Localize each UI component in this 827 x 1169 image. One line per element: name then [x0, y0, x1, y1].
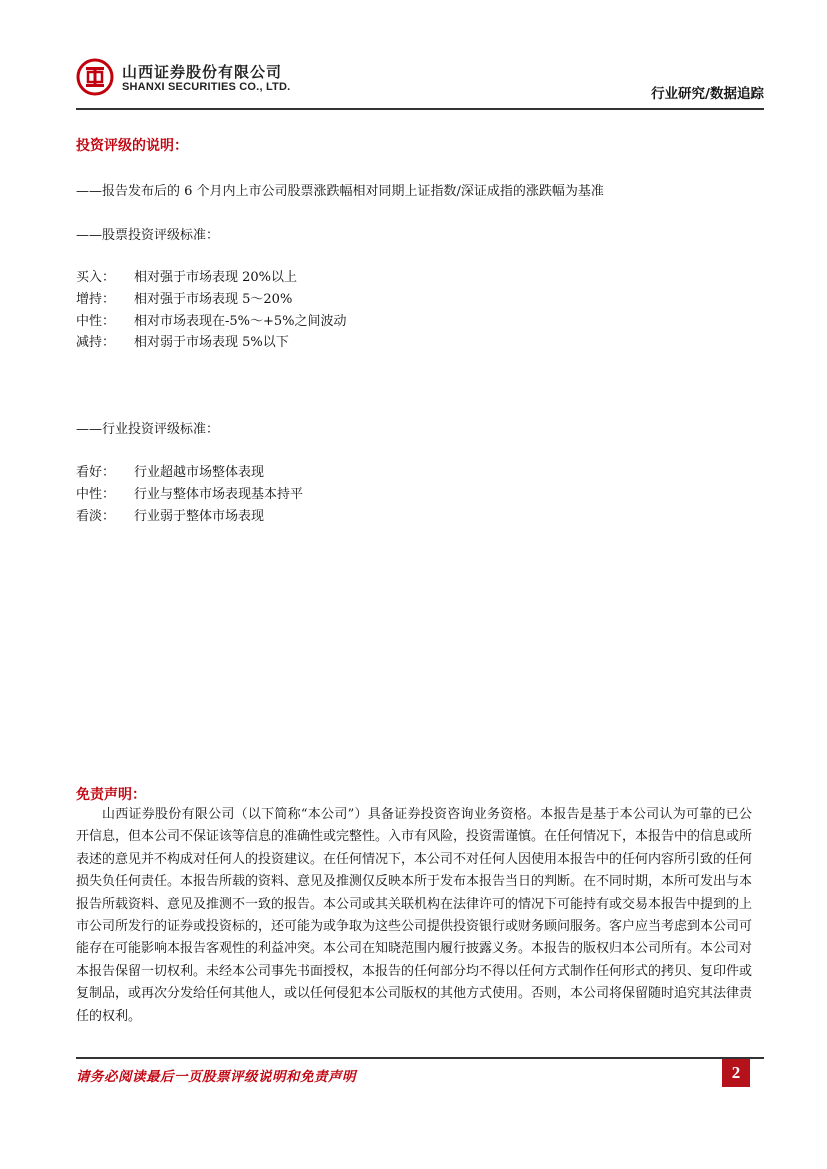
- page-header: [76, 58, 764, 108]
- rating-desc: 行业与整体市场表现基本持平: [134, 487, 304, 502]
- rating-label: 减持：: [76, 335, 116, 350]
- disclaimer-text: 山西证券股份有限公司（以下简称“本公司”）具备证券投资咨询业务资格。本报告是基于本公司认为可靠的已公开信息，但本公司不保证该等信息的准确性或完整性。入市有风险，投资需谨慎。在任何情况下，本报告中的信息或所表述的意见并不构成对任何人的投资建议。在任何情况下，本公司不对任何人因使用本报告中的任何内容所引致的任何损失负任何责任。本报告所载的资料、意见及推测仅反映本所于发布本报告当日的判断。在不同时期，本所可发出与本报告所载资料、意见及推测不一致的报告。本公司或其关联机构在法律许可的情况下可能持有或交易本报告中提到的上市公司所发行的证券或投资标的，还可能为或争取为这些公司提供投资银行或财务顾问服务。客户应当考虑到本公司可能存在可能影响本报告客观性的利益冲突。本公司在知晓范围内履行披露义务。本报告的版权归本公司所有。本公司对本报告保留一切权利。未经本公司事先书面授权，本报告的任何部分均不得以任何方式制作任何形式的拷贝、复印件或复制品，或再次分发给任何其他人，或以任何侵犯本公司版权的其他方式使用。否则，本公司将保留随时追究其法律责任的权利。: [76, 807, 753, 1024]
- rating-label: 看好：: [76, 465, 116, 480]
- company-logo-icon: [76, 58, 114, 96]
- industry-rating-row: [76, 483, 303, 502]
- rating-desc: 相对强于市场表现 5～20%: [134, 292, 293, 307]
- rating-desc: 相对强于市场表现 20%以上: [134, 270, 298, 285]
- industry-rating-heading: ——行业投资评级标准：: [76, 422, 220, 437]
- company-name-cn: 山西证券股份有限公司: [122, 63, 283, 81]
- rating-label: 看淡：: [76, 509, 116, 524]
- rating-label: 买入：: [76, 270, 116, 285]
- industry-rating-row: [76, 461, 264, 480]
- page-number: 2: [722, 1059, 750, 1087]
- company-name-en: SHANXI SECURITIES CO., LTD.: [122, 81, 291, 93]
- rating-label: 中性：: [76, 487, 116, 502]
- rating-label: 中性：: [76, 314, 116, 329]
- rating-desc: 行业弱于整体市场表现: [134, 509, 265, 524]
- rating-title: 投资评级的说明：: [76, 138, 188, 154]
- disclaimer-title: 免责声明：: [76, 787, 146, 803]
- rating-basis: ——报告发布后的 6 个月内上市公司股票涨跌幅相对同期上证指数/深证成指的涨跌幅为基准: [76, 184, 604, 199]
- header-divider: [76, 108, 764, 110]
- rating-desc: 相对市场表现在-5%～+5%之间波动: [134, 314, 347, 329]
- stock-rating-row: [76, 288, 292, 307]
- stock-rating-row: [76, 310, 347, 329]
- footer-note: 请务必阅读最后一页股票评级说明和免责声明: [76, 1069, 356, 1085]
- rating-label: 增持：: [76, 292, 116, 307]
- rating-desc: 相对弱于市场表现 5%以下: [134, 335, 289, 350]
- rating-desc: 行业超越市场整体表现: [134, 465, 265, 480]
- stock-rating-heading: ——股票投资评级标准：: [76, 228, 220, 243]
- industry-rating-row: [76, 505, 264, 524]
- stock-rating-row: [76, 266, 297, 285]
- footer-divider: [76, 1057, 764, 1059]
- report-category: 行业研究/数据追踪: [651, 86, 764, 102]
- stock-rating-row: [76, 331, 289, 350]
